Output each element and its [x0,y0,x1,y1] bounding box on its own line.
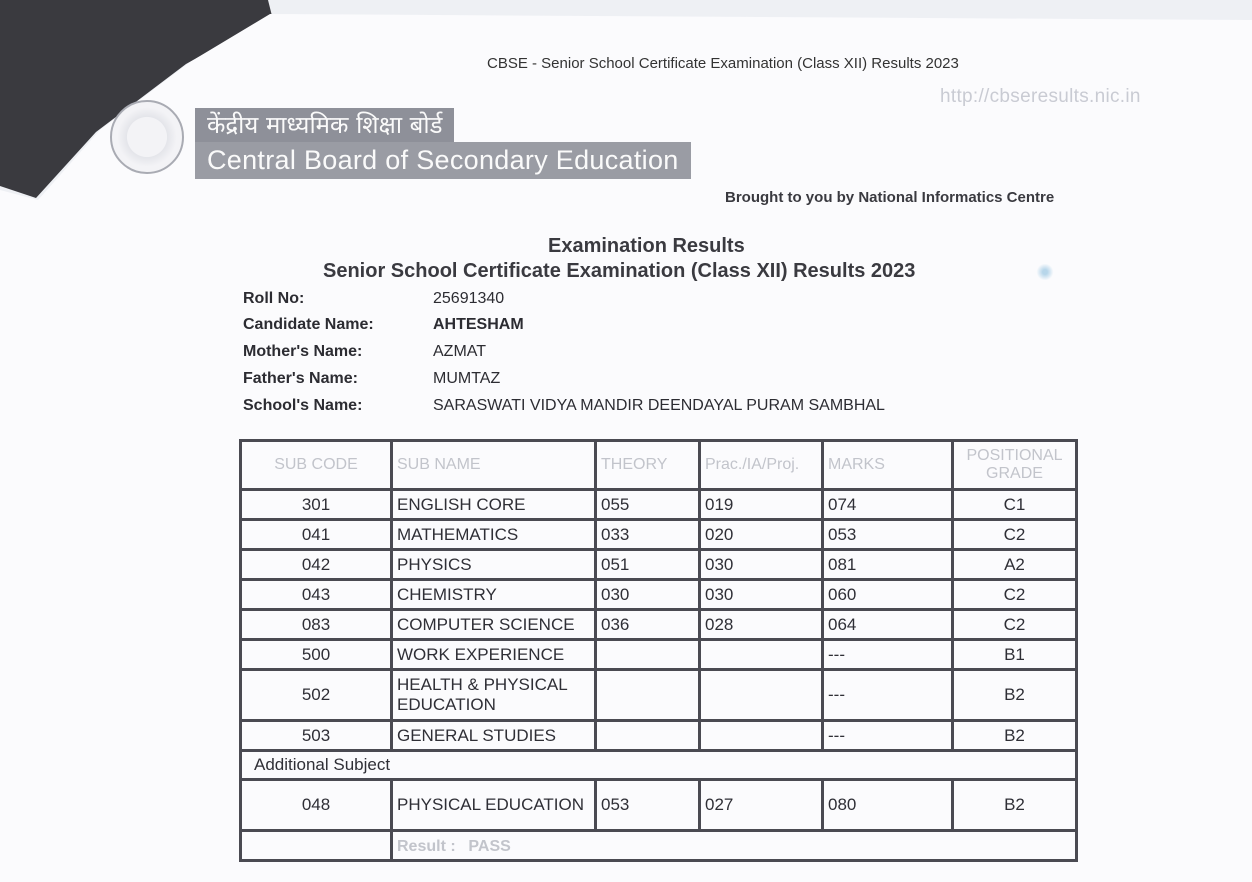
table-row [241,721,1077,751]
header-marks: MARKS [823,441,953,490]
grade: B2 [953,721,1077,751]
theory: 051 [596,550,700,580]
ink-spot [1036,264,1054,280]
marks: --- [823,640,953,670]
additional-subject-row [241,751,1077,780]
theory: 030 [596,580,700,610]
table-row [241,610,1077,640]
marks-table [239,439,1078,862]
table-header-row [241,441,1077,490]
theory: 055 [596,490,700,520]
prac: 020 [700,520,823,550]
candidate-name-label: Candidate Name: [243,316,374,333]
mother-name-label: Mother's Name: [243,343,363,360]
grade: B2 [953,670,1077,721]
sub-name: HEALTH & PHYSICAL EDUCATION [392,670,596,721]
grade: B2 [953,780,1077,831]
marks: 081 [823,550,953,580]
grade: B1 [953,640,1077,670]
prac: 027 [700,780,823,831]
theory: 053 [596,780,700,831]
header-theory: THEORY [596,441,700,490]
header-prac: Prac./IA/Proj. [700,441,823,490]
school-name-value: SARASWATI VIDYA MANDIR DEENDAYAL PURAM SAMBHAL [433,397,885,414]
header-sub-code: SUB CODE [241,441,392,490]
prac [700,640,823,670]
roll-no-label: Roll No: [243,290,305,307]
sub-name: GENERAL STUDIES [392,721,596,751]
theory [596,640,700,670]
result-label: Result : [397,837,456,855]
theory [596,670,700,721]
table-row [241,520,1077,550]
cbse-logo-icon [110,100,184,174]
result-value: PASS [468,837,511,855]
marks: --- [823,721,953,751]
grade: C2 [953,610,1077,640]
prac: 030 [700,550,823,580]
prac: 019 [700,490,823,520]
sub-code: 042 [241,550,392,580]
grade: C2 [953,580,1077,610]
board-name-hindi: केंद्रीय माध्यमिक शिक्षा बोर्ड [195,108,454,142]
brought-by-text: Brought to you by National Informatics Centre [725,189,1055,206]
theory: 036 [596,610,700,640]
candidate-name-value: AHTESHAM [433,316,524,333]
sub-name: ENGLISH CORE [392,490,596,520]
marks: 080 [823,780,953,831]
father-name-value: MUMTAZ [433,370,501,387]
marks: 064 [823,610,953,640]
result-cell [392,831,1077,861]
result-empty-cell [241,831,392,861]
prac: 030 [700,580,823,610]
table-row [241,640,1077,670]
grade: A2 [953,550,1077,580]
results-title: Examination Results [548,235,745,257]
sub-name: CHEMISTRY [392,580,596,610]
sub-name: MATHEMATICS [392,520,596,550]
theory: 033 [596,520,700,550]
table-row [241,580,1077,610]
sub-name: WORK EXPERIENCE [392,640,596,670]
results-subtitle: Senior School Certificate Examination (Class XII) Results 2023 [323,260,916,282]
sub-name: COMPUTER SCIENCE [392,610,596,640]
additional-subject-label: Additional Subject [241,751,1077,780]
page-header-title: CBSE - Senior School Certificate Examination (Class XII) Results 2023 [487,55,959,72]
marks: --- [823,670,953,721]
result-row [241,831,1077,861]
header-sub-name: SUB NAME [392,441,596,490]
sub-code: 301 [241,490,392,520]
table-row [241,490,1077,520]
sub-code: 041 [241,520,392,550]
marks: 074 [823,490,953,520]
prac [700,721,823,751]
board-name-english: Central Board of Secondary Education [195,142,691,179]
roll-no-value: 25691340 [433,290,505,307]
marks: 060 [823,580,953,610]
grade: C2 [953,520,1077,550]
prac [700,670,823,721]
table-row [241,550,1077,580]
theory [596,721,700,751]
sub-code: 503 [241,721,392,751]
header-positional-grade: POSITIONAL GRADE [953,441,1077,490]
sub-code: 043 [241,580,392,610]
sub-code: 083 [241,610,392,640]
sub-name: PHYSICAL EDUCATION [392,780,596,831]
marks: 053 [823,520,953,550]
sub-code: 502 [241,670,392,721]
table-row [241,780,1077,831]
site-url: http://cbseresults.nic.in [940,86,1141,107]
table-row [241,670,1077,721]
sub-code: 500 [241,640,392,670]
grade: C1 [953,490,1077,520]
prac: 028 [700,610,823,640]
sub-code: 048 [241,780,392,831]
mother-name-value: AZMAT [433,343,487,360]
sub-name: PHYSICS [392,550,596,580]
father-name-label: Father's Name: [243,370,358,387]
school-name-label: School's Name: [243,397,363,414]
